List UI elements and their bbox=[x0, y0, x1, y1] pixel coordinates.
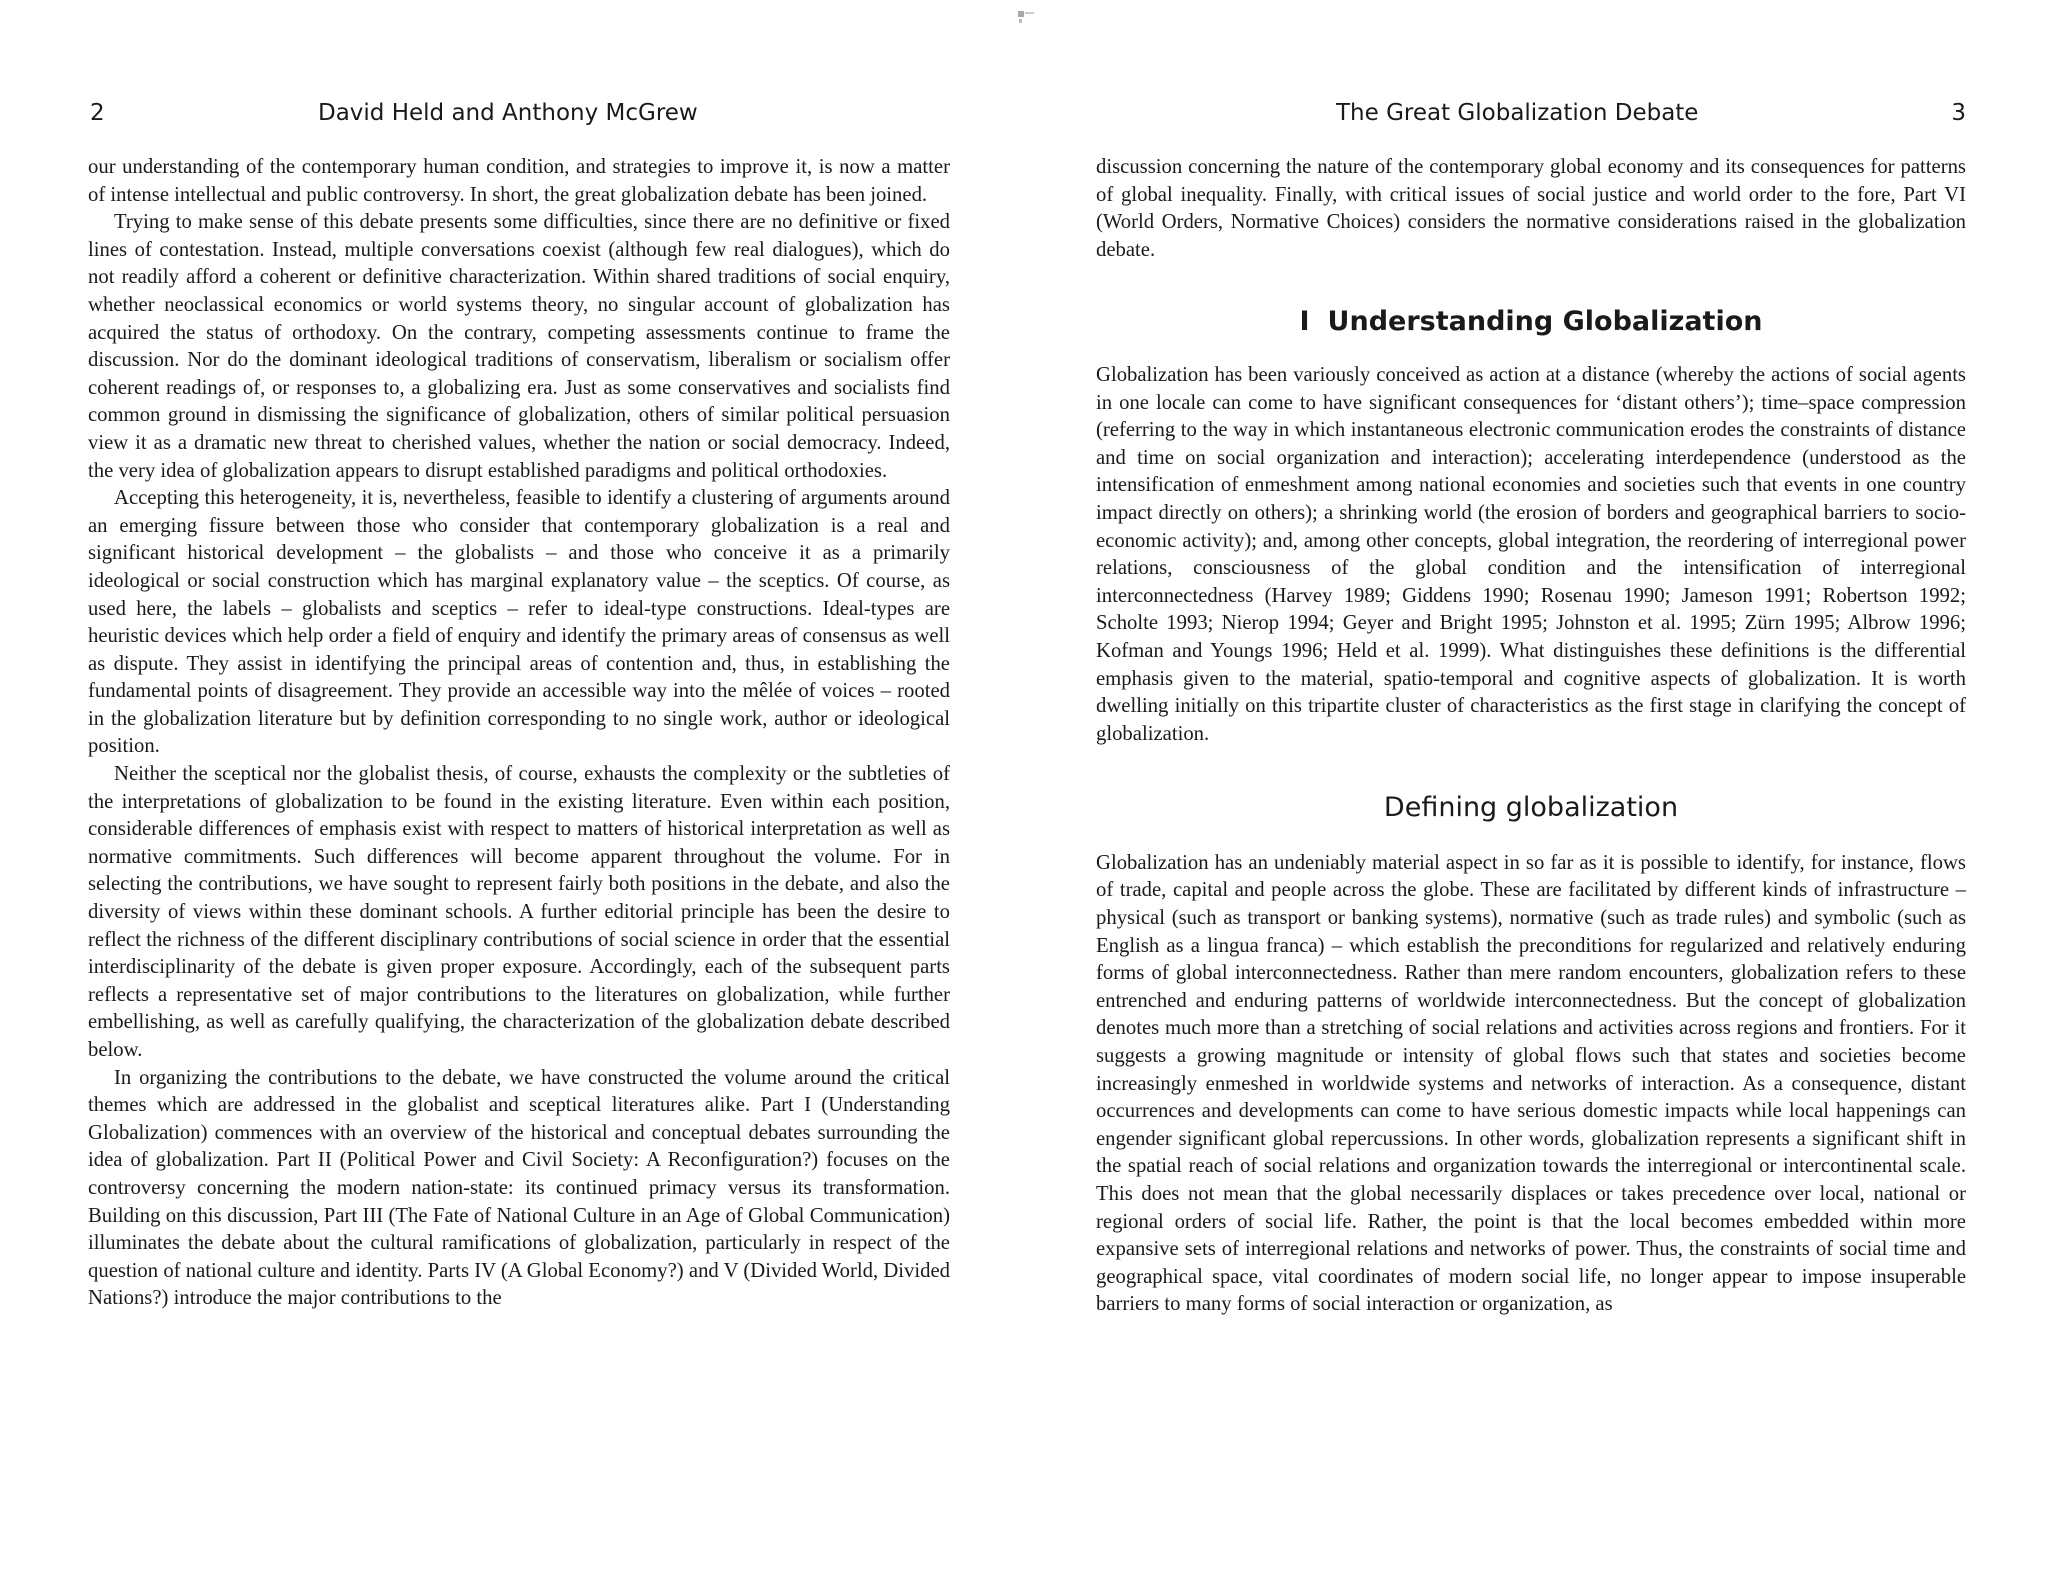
left-body-text bbox=[88, 154, 950, 1313]
scan-mark-icon bbox=[1016, 8, 1036, 26]
left-paragraph: Trying to make sense of this debate presents some difficulties, since there are no definitive or fixed lines of contestation. Instead, multiple conversations coexist (although few real dialogues), which do not readily afford a coherent or definitive characterization. Within shared traditions of social enquiry, whether neoclassical economics or world systems theory, no singular account of globalization has acquired the status of orthodoxy. On the contrary, competing assessments continue to frame the discussion. Nor do the dominant ideological traditions of conservatism, liberalism or socialism offer coherent readings of, or responses to, a globalizing era. Just as some conservatives and socialists find common ground in dismissing the significance of globalization, others of similar political persuasion view it as a dramatic new threat to cherished values, whether the nation or social democracy. Indeed, the very idea of globalization appears to disrupt established paradigms and political orthodoxies. bbox=[88, 211, 950, 482]
left-page-number: 2 bbox=[90, 100, 105, 126]
section-heading bbox=[1096, 308, 1966, 336]
left-running-head bbox=[88, 92, 958, 132]
subsection-heading: Defining globalization bbox=[1383, 792, 1679, 824]
right-running-title: The Great Globalization Debate bbox=[1336, 100, 1699, 126]
right-body-text bbox=[1096, 154, 1966, 1319]
right-running-head bbox=[1096, 92, 1966, 132]
left-paragraph: our understanding of the contemporary human condition, and strategies to improve it, is now a matter of intense intellectual and public controversy. In short, the great globalization debate has been joined. bbox=[88, 156, 950, 206]
right-page bbox=[1096, 92, 1966, 1319]
left-paragraph: Accepting this heterogeneity, it is, nevertheless, feasible to identify a clustering of arguments around an emerging fissure between those who consider that contemporary globalization is a real and significant historical development – the globalists – and those who conceive it as a primarily ideological or social construction which has marginal explanatory value – the sceptics. Of course, as used here, the labels – globalists and sceptics – refer to ideal-type constructions. Ideal-types are heuristic devices which help order a field of enquiry and identify the primary areas of consensus as well as dispute. They assist in identifying the principal areas of contention and, thus, in establishing the fundamental points of disagreement. They provide an accessible way into the mêlée of voices – rooted in the globalization literature but by definition corresponding to no single work, author or ideological position. bbox=[88, 487, 950, 758]
left-paragraph: Neither the sceptical nor the globalist thesis, of course, exhausts the complexity or the subtleties of the interpretations of globalization to be found in the existing literature. Even within each position, considerable differences of emphasis exist with respect to matters of historical interpretation as well as normative commitments. Such differences will become apparent throughout the volume. For in selecting the contributions, we have sought to represent fairly both positions in the debate, and also the diversity of views within these dominant schools. A further editorial principle has been the desire to reflect the richness of the different disciplinary contributions of social science in order that the essential interdisciplinarity of the debate is given proper exposure. Accordingly, each of the subsequent parts reflects a representative set of major contributions to the literatures on globalization, while further embellishing, as well as carefully qualifying, the characterization of the globalization debate described below. bbox=[88, 763, 950, 1061]
right-intro-paragraph: discussion concerning the nature of the contemporary global economy and its consequences for patterns of global inequality. Finally, with critical issues of social justice and world order to the fore, Part VI (World Orders, Normative Choices) considers the normative considerations raised in the globalization debate. bbox=[1096, 156, 1966, 261]
subsection-paragraph: Globalization has an undeniably material aspect in so far as it is possible to identify, for instance, flows of trade, capital and people across the globe. These are facilitated by different kinds of infrastructure – physical (such as transport or banking systems), normative (such as trade rules) and symbolic (such as English as a lingua franca) – which establish the preconditions for regularized and relatively enduring forms of global interconnectedness. Rather than mere random encounters, globalization refers to these entrenched and enduring patterns of worldwide interconnectedness. But the concept of globalization denotes much more than a stretching of social relations and activities across regions and frontiers. For it suggests a growing magnitude or intensity of global flows such that states and societies become increasingly enmeshed in worldwide systems and networks of interaction. As a consequence, distant occurrences and developments can come to have serious domestic impacts while local happenings can engender significant global repercussions. In other words, globalization represents a significant shift in the spatial reach of social relations and organization towards the interregional or intercontinental scale. This does not mean that the global necessarily displaces or takes precedence over local, national or regional orders of social life. Rather, the point is that the local becomes embedded within more expansive sets of interregional relations and networks of power. Thus, the constraints of social time and geographical space, vital coordinates of modern social life, no longer appear to impose insuperable barriers to many forms of social interaction or organization, as bbox=[1096, 851, 1966, 1316]
section-paragraph: Globalization has been variously conceived as action at a distance (whereby the actions of social agents in one locale can come to have significant consequences for ‘distant others’); time–space compression (referring to the way in which instantaneous electronic communication erodes the constraints of distance and time on social organization and interaction); accelerating interdependence (understood as the intensification of enmeshment among national economies and societies such that events in one country impact directly on others); a shrinking world (the erosion of borders and geographical barriers to socio-economic activity); and, among other concepts, global integration, the reordering of interregional power relations, consciousness of the global condition and the intensification of interregional interconnectedness (Harvey 1989; Giddens 1990; Rosenau 1990; Jameson 1991; Robertson 1992; Scholte 1993; Nierop 1994; Geyer and Bright 1995; Johnston et al. 1995; Zürn 1995; Albrow 1996; Kofman and Youngs 1996; Held et al. 1999). What distinguishes these definitions is the differential emphasis given to the material, spatio-temporal and cognitive aspects of globalization. It is worth dwelling initially on this tripartite cluster of characteristics as the first stage in clarifying the concept of globalization. bbox=[1096, 363, 1966, 745]
left-running-title: David Held and Anthony McGrew bbox=[318, 100, 698, 126]
left-page bbox=[88, 92, 958, 1313]
section-number: I bbox=[1299, 306, 1310, 338]
section-title: Understanding Globalization bbox=[1327, 306, 1763, 338]
right-page-number: 3 bbox=[1951, 100, 1966, 126]
left-paragraph: In organizing the contributions to the debate, we have constructed the volume around the critical themes which are addressed in the globalist and sceptical literatures alike. Part I (Understanding Globalization) commences with an overview of the historical and conceptual debates surrounding the idea of globalization. Part II (Political Power and Civil Society: A Reconfiguration?) focuses on the controversy concerning the modern nation-state: its continued primacy versus its transformation. Building on this discussion, Part III (The Fate of National Culture in an Age of Global Communication) illuminates the debate about the cultural ramifications of globalization, particularly in respect of the question of national culture and identity. Parts IV (A Global Economy?) and V (Divided World, Divided Nations?) introduce the major contributions to the bbox=[88, 1066, 950, 1310]
